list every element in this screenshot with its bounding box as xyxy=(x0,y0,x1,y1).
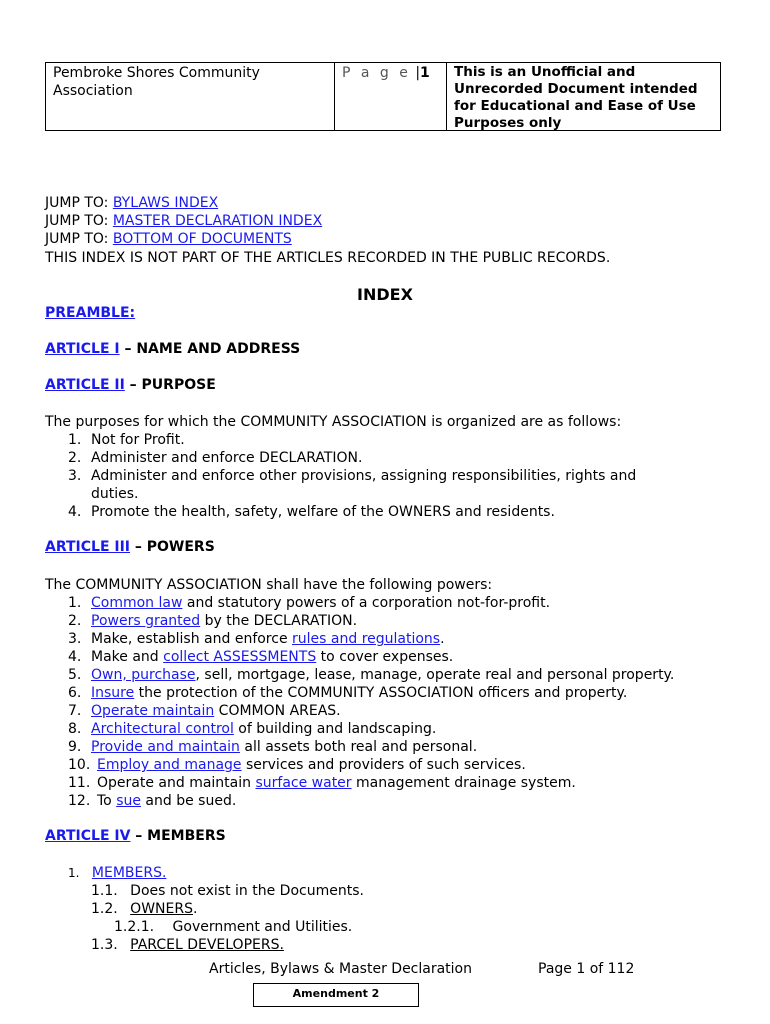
header-page xyxy=(335,63,447,130)
index-note: THIS INDEX IS NOT PART OF THE ARTICLES RECORDED IN THE PUBLIC RECORDS. xyxy=(45,250,611,266)
list-item: 8. Architectural control of building and landscaping. xyxy=(68,721,437,737)
article-4-link[interactable]: ARTICLE IV xyxy=(45,828,131,844)
list-item: 5. Own, purchase, sell, mortgage, lease, manage, operate real and personal property. xyxy=(68,667,675,683)
powers-link[interactable]: collect ASSESSMENTS xyxy=(163,649,317,665)
powers-link[interactable]: Operate maintain xyxy=(91,703,215,719)
article-2-link[interactable]: ARTICLE II xyxy=(45,377,125,393)
page-sep: | xyxy=(415,65,421,81)
powers-link[interactable]: Insure xyxy=(91,685,135,701)
article-2-list xyxy=(68,431,688,521)
powers-link[interactable]: surface water xyxy=(255,775,352,791)
footer-page-number: Page 1 of 112 xyxy=(538,961,635,977)
header-disclaimer: This is an Unofficial and Unrecorded Document intended for Educational and Ease of Use Purposes only xyxy=(454,64,698,131)
members-sub-1-3: 1.3. PARCEL DEVELOPERS. xyxy=(91,937,284,953)
article-3-heading: ARTICLE III – POWERS xyxy=(45,539,215,555)
list-item: 2. Administer and enforce DECLARATION. xyxy=(68,450,363,466)
jump-line-1: JUMP TO: BYLAWS INDEX xyxy=(45,195,219,211)
list-item: 1. Common law and statutory powers of a corporation not-for-profit. xyxy=(68,595,551,611)
jump-bylaws-index-link[interactable]: BYLAWS INDEX xyxy=(112,195,219,211)
list-item: 1. Not for Profit. xyxy=(68,432,185,448)
jump-line-2: JUMP TO: MASTER DECLARATION INDEX xyxy=(45,213,323,229)
members-sub-1-2: 1.2. OWNERS. xyxy=(91,901,198,917)
list-item: 7. Operate maintain COMMON AREAS. xyxy=(68,703,341,719)
members-item: 1. MEMBERS. xyxy=(68,865,167,881)
article-3-intro: The COMMUNITY ASSOCIATION shall have the following powers: xyxy=(45,577,493,593)
footer-title: Articles, Bylaws & Master Declaration xyxy=(209,961,472,977)
preamble-link[interactable]: PREAMBLE: xyxy=(45,305,136,321)
owners-link[interactable]: OWNERS xyxy=(130,901,193,917)
powers-link[interactable]: Own, purchase xyxy=(91,667,196,683)
list-item: 2. Powers granted by the DECLARATION. xyxy=(68,613,358,629)
list-item: 4. Promote the health, safety, welfare of the OWNERS and residents. xyxy=(68,504,555,520)
powers-link[interactable]: Architectural control xyxy=(91,721,234,737)
article-1-heading: ARTICLE I – NAME AND ADDRESS xyxy=(45,341,301,357)
list-item: 6. Insure the protection of the COMMUNITY ASSOCIATION officers and property. xyxy=(68,685,628,701)
members-sub-1-2-1: 1.2.1. Government and Utilities. xyxy=(114,919,353,935)
jump-master-declaration-link[interactable]: MASTER DECLARATION INDEX xyxy=(112,213,323,229)
list-item: 4. Make and collect ASSESSMENTS to cover expenses. xyxy=(68,649,454,665)
jump-bottom-link[interactable]: BOTTOM OF DOCUMENTS xyxy=(112,231,292,247)
powers-link[interactable]: Common law xyxy=(91,595,183,611)
index-title: INDEX xyxy=(357,285,413,304)
article-2-heading: ARTICLE II – PURPOSE xyxy=(45,377,216,393)
powers-link[interactable]: rules and regulations xyxy=(292,631,441,647)
article-4-heading: ARTICLE IV – MEMBERS xyxy=(45,828,226,844)
article-3-list xyxy=(68,594,748,810)
article-1-link[interactable]: ARTICLE I xyxy=(45,341,120,357)
amendment-box: Amendment 2 xyxy=(253,983,419,1007)
header-org: Pembroke Shores Community Association xyxy=(46,63,335,130)
powers-link[interactable]: sue xyxy=(116,793,141,809)
list-item: 12. To sue and be sued. xyxy=(68,793,237,809)
jump-line-3: JUMP TO: BOTTOM OF DOCUMENTS xyxy=(45,231,292,247)
members-sub-1-1: 1.1. Does not exist in the Documents. xyxy=(91,883,364,899)
powers-link[interactable]: Provide and maintain xyxy=(91,739,240,755)
list-item: 3. Administer and enforce other provisions, assigning responsibilities, rights and duties. xyxy=(68,468,637,502)
members-link[interactable]: MEMBERS. xyxy=(91,865,167,881)
powers-link[interactable]: Powers granted xyxy=(91,613,201,629)
article-3-link[interactable]: ARTICLE III xyxy=(45,539,131,555)
list-item: 9. Provide and maintain all assets both real and personal. xyxy=(68,739,478,755)
parcel-developers-link[interactable]: PARCEL DEVELOPERS. xyxy=(130,937,284,953)
header-table xyxy=(45,62,721,131)
powers-link[interactable]: Employ and manage xyxy=(97,757,242,773)
list-item: 3. Make, establish and enforce rules and regulations. xyxy=(68,631,445,647)
list-item: 10. Employ and manage services and providers of such services. xyxy=(68,757,526,773)
page-label: P a g e xyxy=(342,65,411,81)
article-2-intro: The purposes for which the COMMUNITY ASSOCIATION is organized are as follows: xyxy=(45,414,622,430)
page-number: 1 xyxy=(420,65,430,81)
preamble-heading xyxy=(45,305,135,321)
list-item: 11. Operate and maintain surface water management drainage system. xyxy=(68,775,576,791)
